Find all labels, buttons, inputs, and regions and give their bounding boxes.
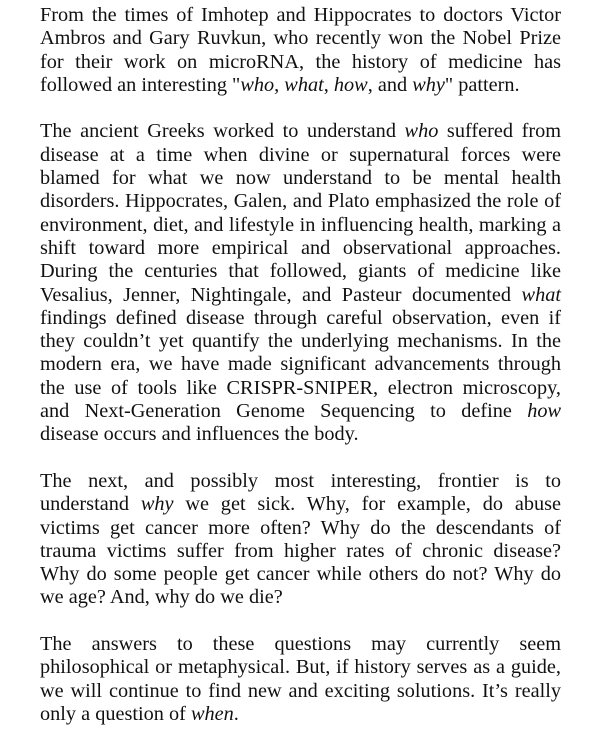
paragraph [40,120,561,446]
text-segment: The answers to these questions may currently seem philosophical or metaphysical. But, if history serves as a guide, we will continue to find new and exciting solutions. It’s really only a question of [40,633,561,725]
text-segment: " pattern. [444,73,520,96]
text-segment: disease occurs and influences the body. [40,423,359,446]
text-segment: , [274,73,285,96]
text-segment: we get sick. Why, for example, do abuse victims get cancer more often? Why do the descendants of trauma victims suffer from higher rates of chronic disease? Why do some people get cancer while others do not? Why do we age? And, why do we die? [40,493,561,609]
italic-text: why [140,493,174,516]
italic-text: who [404,120,439,143]
paragraph [40,633,561,726]
text-segment: . [233,702,239,725]
paragraph [40,470,561,610]
document-body [40,4,561,750]
italic-text: how [527,400,561,423]
text-segment: , [323,73,334,96]
text-segment: suffered from disease at a time when divine or supernatural forces were blamed for what we now understand to be mental health disorders. Hippocrates, Galen, and Plato emphasized the role of environment, diet, and lifestyle in influencing health, marking a shift toward more empirical and observational approaches. During the centuries that followed, giants of medicine like Vesalius, Jenner, Nightingale, and Pasteur documented [40,120,561,306]
italic-text: how [333,73,368,96]
text-segment: From the times of Imhotep and Hippocrates to doctors Victor Ambros and Gary Ruvkun, who recently won the Nobel Prize for their work on microRNA, the history of medicine has followed an interesting " [40,4,561,96]
italic-text: what [284,73,324,96]
italic-text: when [190,702,234,725]
text-segment: , and [367,73,413,96]
italic-text: why [412,73,445,96]
italic-text: what [521,283,561,306]
text-segment: The ancient Greeks worked to understand [40,120,405,143]
paragraph [40,4,561,97]
text-segment: findings defined disease through careful observation, even if they couldn’t yet quantify the underlying mechanisms. In the modern era, we have made significant advancements through the use of tools like CRISPR-SNIPER, electron microscopy, and Next-Generation Genome Sequencing to define [40,306,561,423]
italic-text: who [240,73,275,96]
text-segment: The next, and possibly most interesting, frontier is to understand [40,469,561,516]
